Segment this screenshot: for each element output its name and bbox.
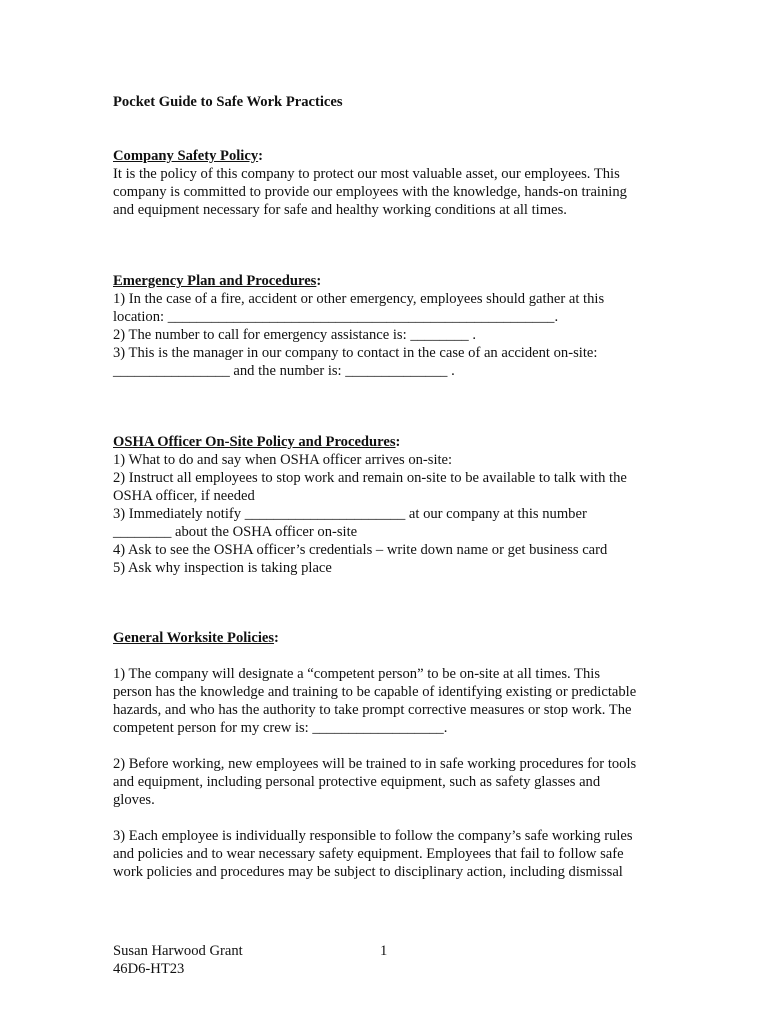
company-safety-policy-line: and equipment necessary for safe and healthy working conditions at all times. xyxy=(113,202,567,218)
osha-policy-heading-text: OSHA Officer On-Site Policy and Procedures xyxy=(113,434,396,450)
company-safety-policy-heading xyxy=(113,147,673,165)
worksite-paragraph-line: and equipment, including personal protective equipment, such as safety glasses and xyxy=(113,774,601,790)
osha-policy-line: 3) Immediately notify ______________________ at our company at this number xyxy=(113,506,587,522)
company-safety-policy-line: company is committed to provide our employees with the knowledge, hands-on training xyxy=(113,184,627,200)
osha-policy-line: OSHA officer, if needed xyxy=(113,488,255,504)
worksite-paragraph-1 xyxy=(113,665,673,737)
paragraph-spacer xyxy=(113,737,673,755)
worksite-paragraph-line: 2) Before working, new employees will be trained to in safe working procedures for tools xyxy=(113,756,637,772)
company-safety-policy-heading-colon: : xyxy=(258,148,263,164)
worksite-paragraph-line: and policies and to wear necessary safety equipment. Employees that fail to follow safe xyxy=(113,846,624,862)
worksite-paragraph-line: hazards, and who has the authority to take prompt corrective measures or stop work. The xyxy=(113,702,632,718)
osha-policy-section xyxy=(113,433,673,577)
company-safety-policy-heading-text: Company Safety Policy xyxy=(113,148,259,164)
document-title: Pocket Guide to Safe Work Practices xyxy=(113,94,343,110)
footer-grant-number: 46D6-HT23 xyxy=(113,961,185,977)
paragraph-spacer xyxy=(113,647,673,665)
emergency-plan-line: 2) The number to call for emergency assistance is: ________ . xyxy=(113,327,476,343)
company-safety-policy-section xyxy=(113,147,673,219)
worksite-paragraph-line: competent person for my crew is: __________________. xyxy=(113,720,448,736)
osha-policy-line: 1) What to do and say when OSHA officer arrives on-site: xyxy=(113,452,453,468)
worksite-paragraph-line: 1) The company will designate a “competent person” to be on-site at all times. This xyxy=(113,666,601,682)
osha-policy-heading-colon: : xyxy=(395,434,401,450)
footer-page-number: 1 xyxy=(380,943,388,959)
general-worksite-heading-text: General Worksite Policies xyxy=(113,630,275,646)
emergency-plan-line: 3) This is the manager in our company to contact in the case of an accident on-site: xyxy=(113,345,598,361)
footer-author: Susan Harwood Grant xyxy=(113,943,243,959)
page-footer xyxy=(113,942,243,978)
worksite-paragraph-line: 3) Each employee is individually responsible to follow the company’s safe working rules xyxy=(113,828,633,844)
general-worksite-section xyxy=(113,629,673,881)
osha-policy-line: 5) Ask why inspection is taking place xyxy=(113,560,332,576)
paragraph-spacer xyxy=(113,809,673,827)
osha-policy-heading xyxy=(113,433,673,451)
osha-policy-line: 4) Ask to see the OSHA officer’s credentials – write down name or get business card xyxy=(113,542,608,558)
worksite-paragraph-line: work policies and procedures may be subject to disciplinary action, including dismissal xyxy=(113,864,623,880)
emergency-plan-line: 1) In the case of a fire, accident or other emergency, employees should gather at this xyxy=(113,291,605,307)
worksite-paragraph-3 xyxy=(113,827,673,881)
osha-policy-line: ________ about the OSHA officer on-site xyxy=(113,524,358,540)
company-safety-policy-line: It is the policy of this company to protect our most valuable asset, our employees. This xyxy=(113,166,620,182)
worksite-paragraph-line: gloves. xyxy=(113,792,155,808)
emergency-plan-heading xyxy=(113,272,673,290)
general-worksite-heading xyxy=(113,629,673,647)
emergency-plan-heading-colon: : xyxy=(316,273,322,289)
emergency-plan-heading-text: Emergency Plan and Procedures xyxy=(113,273,317,289)
emergency-plan-line: location: _____________________________________________________. xyxy=(113,309,559,325)
emergency-plan-section xyxy=(113,272,673,380)
osha-policy-line: 2) Instruct all employees to stop work and remain on-site to be available to talk with the xyxy=(113,470,627,486)
emergency-plan-line: ________________ and the number is: ______________ . xyxy=(113,363,455,379)
worksite-paragraph-2 xyxy=(113,755,673,809)
general-worksite-heading-colon: : xyxy=(274,630,279,646)
worksite-paragraph-line: person has the knowledge and training to be capable of identifying existing or predictable xyxy=(113,684,637,700)
